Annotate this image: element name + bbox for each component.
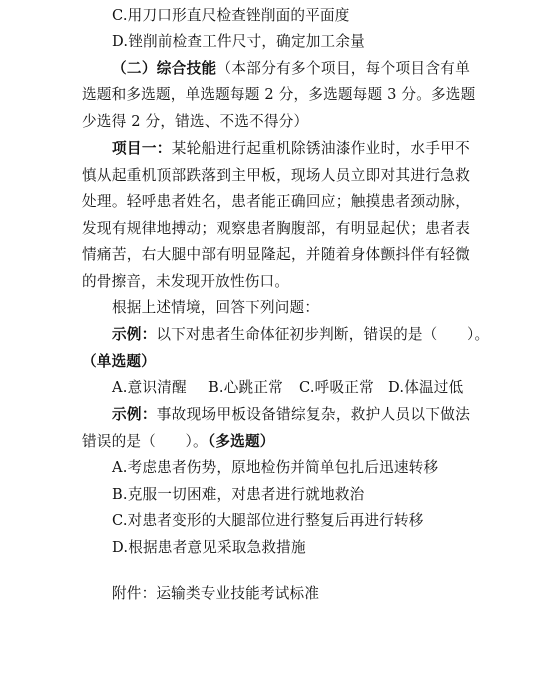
q2-stem-line2 <box>82 430 275 454</box>
q2-text1: 事故现场甲板设备错综复杂，救护人员以下做法 <box>156 406 470 423</box>
section2-desc-line2: 选题和多选题，单选题每题 2 分，多选题每题 3 分。多选题 <box>82 86 476 103</box>
project1-line5: 情痛苦，右大腿中部有明显隆起，并随着身体颤抖伴有轻微 <box>82 246 470 263</box>
q2-option-c[interactable]: C.对患者变形的大腿部位进行整复后再进行转移 <box>112 512 424 529</box>
section2-first-line <box>112 57 470 81</box>
q2-option-b[interactable]: B.克服一切困难，对患者进行就地救治 <box>112 486 365 503</box>
q1-option-c[interactable]: C.呼吸正常 <box>299 379 374 396</box>
q2-option-a[interactable]: A.考虑患者伤势，原地检伤并简单包扎后迅速转移 <box>112 459 439 476</box>
q1-stem <box>112 323 489 347</box>
q1-option-d[interactable]: D.体温过低 <box>388 379 464 396</box>
section2-heading: （二）综合技能 <box>112 60 217 77</box>
q1-option-a[interactable]: A.意识清醒 <box>112 379 187 396</box>
q1-options <box>112 376 463 400</box>
q1-option-b[interactable]: B.心跳正常 <box>208 379 283 396</box>
q1-label: 示例： <box>112 326 157 343</box>
project1-label: 项目一： <box>112 140 172 157</box>
q1-type: （单选题） <box>82 353 156 370</box>
attachment-note: 附件：运输类专业技能考试标准 <box>112 585 320 602</box>
project1-line4: 发现有规律地搏动；观察患者胸腹部，有明显起伏；患者表 <box>82 220 470 237</box>
previous-option-c: C.用刀口形直尺检查锉削面的平面度 <box>112 7 350 24</box>
q2-text2: 错误的是（ ）。 <box>82 433 208 450</box>
section2-desc-line1: （本部分有多个项目，每个项目含有单 <box>216 60 470 77</box>
project1-first-line <box>112 137 470 161</box>
q2-type: （多选题） <box>207 433 275 450</box>
project1-line1: 某轮船进行起重机除锈油漆作业时，水手甲不 <box>171 140 470 157</box>
project1-line3: 处理。轻呼患者姓名，患者能正确回应；触摸患者颈动脉， <box>82 193 470 210</box>
section2-desc-line3: 少选得 2 分，错选、不选不得分） <box>82 113 309 130</box>
q2-label: 示例： <box>112 406 157 423</box>
project1-prompt: 根据上述情境，回答下列问题： <box>112 299 320 316</box>
project1-line2: 慎从起重机顶部跌落到主甲板，现场人员立即对其进行急救 <box>82 167 470 184</box>
q2-stem-line1 <box>112 403 470 427</box>
q1-text: 以下对患者生命体征初步判断，错误的是（ ）。 <box>156 326 490 343</box>
q2-option-d[interactable]: D.根据患者意见采取急救措施 <box>112 539 306 556</box>
previous-option-d: D.锉削前检查工件尺寸，确定加工余量 <box>112 33 365 50</box>
project1-line6: 的骨擦音，未发现开放性伤口。 <box>82 273 290 290</box>
